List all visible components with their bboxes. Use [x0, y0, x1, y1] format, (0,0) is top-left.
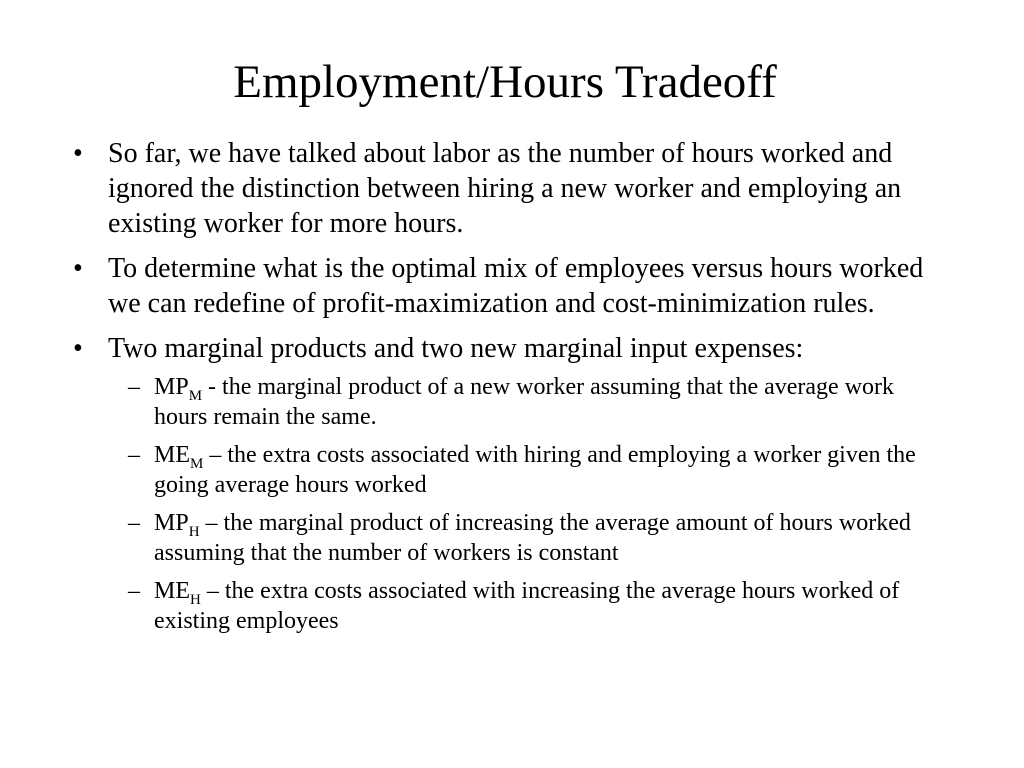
term-symbol: ME	[154, 442, 190, 468]
term-symbol: MP	[154, 510, 189, 536]
sub-bullet-item	[108, 372, 948, 432]
term-subscript: M	[190, 456, 204, 472]
bullet-text: Two marginal products and two new marginal input expenses:	[108, 333, 804, 364]
sub-bullet-item	[108, 576, 948, 636]
bullet-list	[68, 136, 948, 646]
dash-marker: –	[128, 374, 140, 400]
term-subscript: H	[190, 592, 201, 608]
bullet-marker: •	[73, 138, 83, 169]
term-subscript: H	[188, 524, 200, 540]
bullet-marker: •	[73, 333, 83, 364]
slide-title: Employment/Hours Tradeoff	[233, 56, 777, 108]
term-symbol: MP	[154, 374, 189, 400]
dash-marker: –	[128, 510, 140, 536]
sub-bullet-text: - the marginal product of a new worker assuming that the average work hours remain the same.	[154, 374, 895, 430]
sub-bullet-list	[108, 372, 948, 636]
sub-bullet-text: – the extra costs associated with increasing the average hours worked of existing employees	[154, 578, 900, 634]
term-subscript: M	[188, 388, 203, 404]
sub-bullet-item	[108, 440, 948, 500]
dash-marker: –	[128, 442, 140, 468]
bullet-item	[68, 251, 948, 321]
sub-bullet-item	[108, 508, 948, 568]
term-symbol: ME	[154, 578, 190, 604]
bullet-marker: •	[73, 253, 83, 284]
bullet-text: So far, we have talked about labor as the number of hours worked and ignored the distinction between hiring a new worker and employing an existing worker for more hours.	[108, 138, 902, 239]
bullet-item	[68, 136, 948, 241]
bullet-text: To determine what is the optimal mix of employees versus hours worked we can redefine of profit-maximization and cost-minimization rules.	[108, 253, 924, 319]
bullet-item	[68, 331, 948, 636]
sub-bullet-text: – the marginal product of increasing the average amount of hours worked assuming that the number of workers is constant	[154, 510, 911, 566]
sub-bullet-text: – the extra costs associated with hiring and employing a worker given the going average hours worked	[154, 442, 916, 498]
dash-marker: –	[128, 578, 140, 604]
